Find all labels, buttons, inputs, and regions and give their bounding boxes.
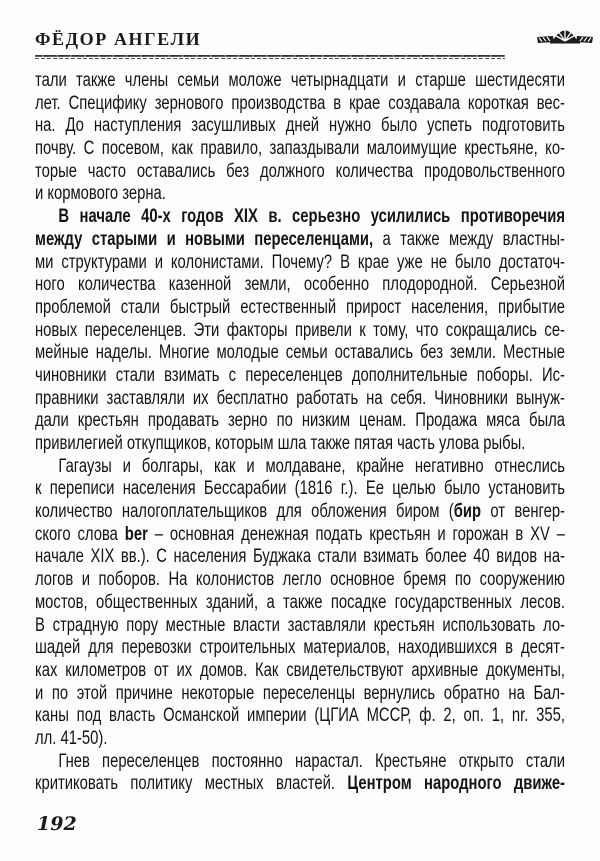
text-line: ного количества казенной земли, особенно плодородной. Серьезной <box>35 274 565 296</box>
paragraph <box>35 70 565 206</box>
text-line: мостов, общественных зданий, а также посадке государственных лесов. <box>35 591 565 613</box>
text-line: мейные наделы. Многие молодые семьи оставались без земли. Местные <box>35 342 565 364</box>
text-line: лет. Специфику зернового производства в крае создавала короткая вес- <box>35 92 565 114</box>
text-line: и кормового зерна. <box>35 183 166 205</box>
text-line: каны под власть Османской империи (ЦГИА МССР, ф. 2, оп. 1, nr. 355, <box>35 705 565 727</box>
text-line: тали также члены семьи моложе четырнадцати и старше шестидесяти <box>35 70 565 91</box>
header-rule <box>35 55 505 60</box>
text-line: привилегией откупщиков, которым шла также пятая часть улова рыбы. <box>35 433 526 454</box>
text-line: между старыми и новыми переселенцами, а также между властны- <box>35 228 565 250</box>
text-line: правники заставляли их бесплатно работать на себя. Чиновники вынуж- <box>35 387 565 409</box>
text-line: чиновники стали взимать с переселенцев дополнительные поборы. Ис- <box>35 364 565 386</box>
text-line: количество налогоплательщиков для обложения биром (бир от венгер- <box>35 501 565 523</box>
text-line: В страдную пору местные власти заставляли крестьян использовать ло- <box>35 614 565 636</box>
text-line: торые часто оставались без должного количества продовольственного <box>35 160 565 182</box>
text-line: ках километров от их домов. Как свидетельствуют архивные документы, <box>35 659 565 681</box>
text-line: проблемой стали быстрый естественный прирост населения, прибытие <box>35 296 565 318</box>
text-line: ского слова ber – основная денежная подать крестьян и горожан в XV – <box>35 523 565 545</box>
text-line: Гагаузы и болгары, как и молдаване, крайне негативно отнеслись <box>58 455 565 477</box>
text-line: дали крестьян продавать зерно по низким ценам. Продажа мяса была <box>35 410 565 432</box>
text-line: почву. С посевом, как правило, запаздывали малоимущие крестьяне, ко- <box>35 138 565 160</box>
text-line: В начале 40-х годов XIX в. серьезно усилились противоречия <box>58 206 565 228</box>
paragraph <box>35 751 565 796</box>
paragraph <box>35 206 565 456</box>
fan-ornament-icon <box>536 25 594 49</box>
text-line: критиковать политику местных властей. Центром народного движе- <box>35 773 565 795</box>
text-line: ми структурами и колонистами. Почему? В крае уже не было достаточ- <box>35 251 565 273</box>
text-column <box>35 70 565 796</box>
body-text <box>35 70 565 796</box>
text-line: лл. 41-50). <box>35 727 108 749</box>
text-line: логов и поборов. На колонистов легло основное бремя по сооружению <box>35 569 565 591</box>
text-line: на. До наступления засушливых дней нужно было успеть подготовить <box>35 115 565 137</box>
text-line: Гнев переселенцев постоянно нарастал. Крестьяне открыто стали <box>58 750 565 772</box>
text-line: начале XIX вв.). С населения Буджака стали взимать более 40 видов на- <box>35 546 565 568</box>
text-line: и по этой причине некоторые переселенцы вернулись обратно на Бал- <box>35 682 565 704</box>
running-head-author: ФЁДОР АНГЕЛИ <box>35 29 202 49</box>
page-number: 192 <box>37 813 77 835</box>
text-line: к переписи населения Бессарабии (1816 г.). Ее целью было установить <box>35 478 565 500</box>
text-line: новых переселенцев. Эти факторы привели к тому, что сокращались се- <box>35 319 565 341</box>
paragraph <box>35 456 565 751</box>
text-line: шадей для перевозки строительных материалов, находившихся в десят- <box>35 637 565 659</box>
